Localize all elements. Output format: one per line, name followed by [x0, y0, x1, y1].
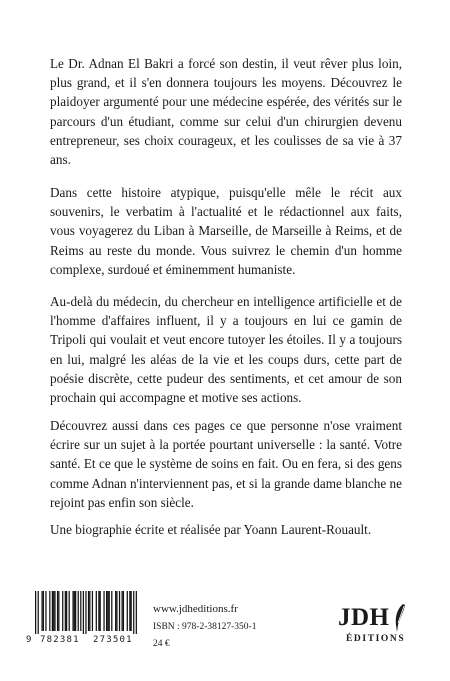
paragraph-text: Le Dr. Adnan El Bakri a forcé son destin, il veut rêver plus loin, plus grand, et il s'en donnera toujours les moyens. Découvrez le plaidoyer argumenté pour une médecine espérée, des vérités sur le parcours d'un étudiant, comme sur celui d'un chirurgien devenu entrepreneur, ses choix courageux, et les coulisses de sa vie à 37 ans. [50, 56, 402, 168]
price: 24 € [153, 639, 170, 649]
author-credit: Une biographie écrite et réalisée par Yoann Laurent-Rouault. [50, 522, 372, 537]
publisher-url: www.jdheditions.fr [153, 603, 238, 615]
barcode-bars [35, 591, 137, 634]
barcode-lead-digit: 9 [26, 635, 32, 645]
back-cover-paragraph-3 [50, 292, 402, 407]
paragraph-text: Découvrez aussi dans ces pages ce que personne n'ose vraiment écrire sur un sujet à la portée pourtant universelle : la santé. Votre santé. Et ce que le système de soins en fait. Ou en fera, si des gens comme Adnan n'interviennent pas, et si la grande dame blanche ne rejoint pas enfin son siècle. [50, 418, 402, 510]
logo-subtitle: ÉDITIONS [346, 634, 406, 644]
isbn-number: ISBN : 978-2-38127-350-1 [153, 621, 257, 632]
barcode-digits-right: 273501 [93, 635, 133, 645]
logo-mark: JDH [338, 604, 390, 631]
back-cover-paragraph-2 [50, 183, 402, 279]
back-cover-paragraph-4 [50, 416, 402, 512]
paragraph-text: Dans cette histoire atypique, puisqu'elle mêle le récit aux souvenirs, le verbatim à l'actualité et le rédactionnel aux faits, vous voyagerez du Liban à Marseille, de Marseille à Reims, et de Reims au reste du monde. Vous suivrez le chemin d'un homme complexe, surdoué et éminemment humaniste. [50, 185, 402, 277]
paragraph-text: Au-delà du médecin, du chercheur en intelligence artificielle et de l'homme d'affaires influent, il y a toujours en lui ce gamin de Tripoli qui voulait et veut encore tutoyer les étoiles. Il y a toujours en lui, malgré les aléas de la vie et les coups durs, cette part de poésie discrète, cette pudeur des sentiments, et cet amour de son prochain qui accompagne et motive ses actions. [50, 294, 402, 406]
publisher-logo [336, 605, 416, 655]
publisher-info [153, 601, 256, 654]
quill-icon [393, 603, 407, 633]
isbn-barcode [26, 591, 146, 651]
barcode-digits-left: 782381 [40, 635, 80, 645]
back-cover-paragraph-1 [50, 54, 402, 169]
